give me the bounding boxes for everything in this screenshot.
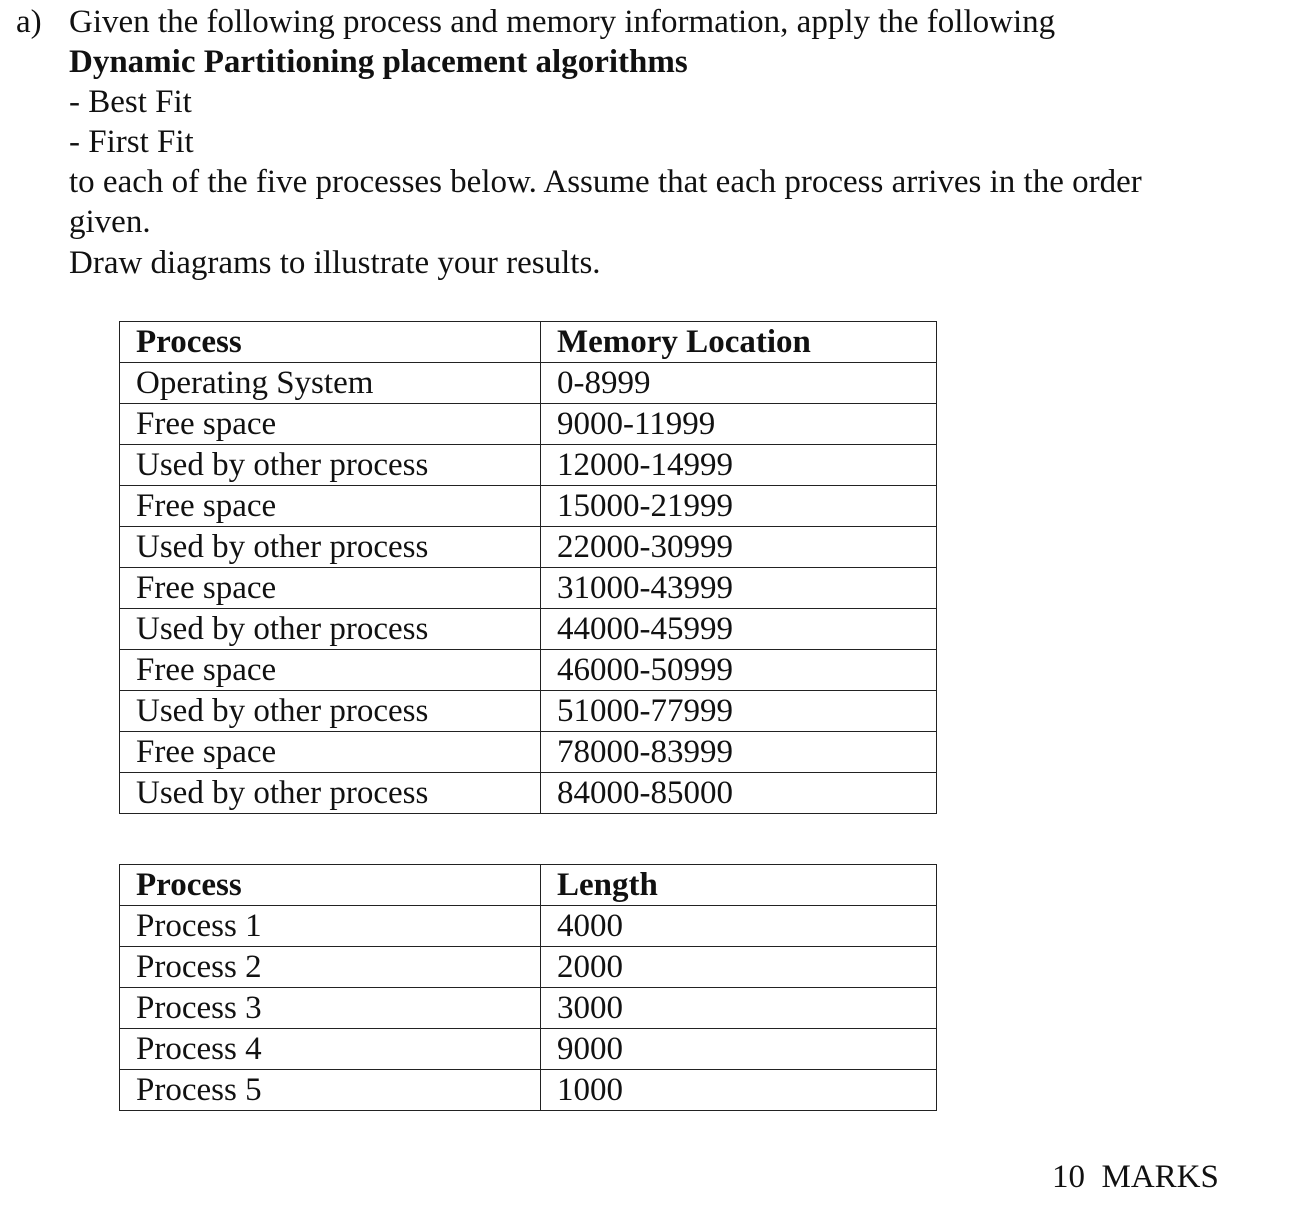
draw-instruction: Draw diagrams to illustrate your results. [69,245,601,281]
table-header-row [120,322,937,363]
table-row [120,527,937,568]
process-cell: Free space [120,486,541,527]
table-row [120,691,937,732]
question-label: a) [16,4,42,40]
process-cell: Free space [120,568,541,609]
table-row [120,650,937,691]
length-cell: 2000 [541,947,937,988]
table-row [120,1029,937,1070]
location-cell: 46000-50999 [541,650,937,691]
process-cell: Used by other process [120,527,541,568]
algorithm-first-fit: - First Fit [69,124,194,160]
header-length: Length [541,865,937,906]
process-cell: Used by other process [120,773,541,814]
location-cell: 84000-85000 [541,773,937,814]
process-cell: Used by other process [120,445,541,486]
question-intro: Given the following process and memory information, apply the following [69,4,1056,40]
location-cell: 44000-45999 [541,609,937,650]
process-cell: Process 2 [120,947,541,988]
process-length-table [119,864,937,1111]
table-row [120,906,937,947]
process-cell: Operating System [120,363,541,404]
table-row [120,732,937,773]
marks-label: 10 MARKS [1052,1159,1219,1195]
table-row [120,773,937,814]
location-cell: 51000-77999 [541,691,937,732]
table-row [120,1070,937,1111]
length-cell: 3000 [541,988,937,1029]
location-cell: 12000-14999 [541,445,937,486]
algorithm-best-fit: - Best Fit [69,84,192,120]
table-row [120,568,937,609]
table-row [120,947,937,988]
location-cell: 22000-30999 [541,527,937,568]
memory-location-table [119,321,937,814]
location-cell: 9000-11999 [541,404,937,445]
algorithms-heading: Dynamic Partitioning placement algorithms [69,44,688,80]
instruction-line-1: to each of the five processes below. Assume that each process arrives in the order [69,164,1142,200]
instruction-line-2: given. [69,204,151,240]
table-header-row [120,865,937,906]
process-cell: Process 5 [120,1070,541,1111]
header-process: Process [120,865,541,906]
length-cell: 4000 [541,906,937,947]
location-cell: 0-8999 [541,363,937,404]
table-row [120,988,937,1029]
header-memory-location: Memory Location [541,322,937,363]
table-row [120,486,937,527]
process-cell: Free space [120,404,541,445]
table-row [120,404,937,445]
process-cell: Process 4 [120,1029,541,1070]
process-cell: Free space [120,732,541,773]
location-cell: 31000-43999 [541,568,937,609]
header-process: Process [120,322,541,363]
length-cell: 1000 [541,1070,937,1111]
process-cell: Used by other process [120,609,541,650]
location-cell: 78000-83999 [541,732,937,773]
process-cell: Process 1 [120,906,541,947]
location-cell: 15000-21999 [541,486,937,527]
table-row [120,363,937,404]
length-cell: 9000 [541,1029,937,1070]
process-cell: Process 3 [120,988,541,1029]
process-cell: Free space [120,650,541,691]
table-row [120,609,937,650]
table-row [120,445,937,486]
process-cell: Used by other process [120,691,541,732]
